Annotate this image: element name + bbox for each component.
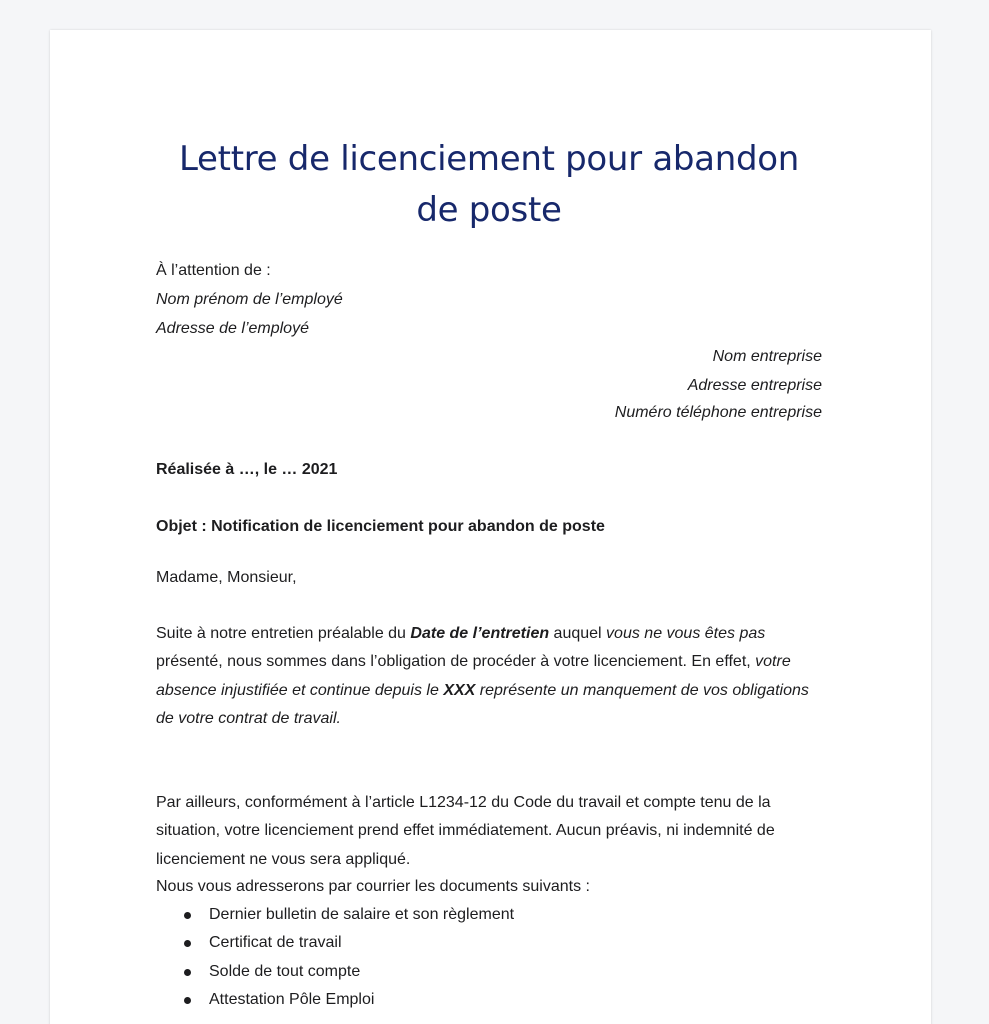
interview-date-placeholder: Date de l’entretien (410, 625, 550, 642)
paragraph1-italic: représente un manquement de vos obligations de votre contrat de travail. (156, 681, 809, 727)
paragraph-legal: Par ailleurs, conformément à l’article L1234-12 du Code du travail et compte tenu de la situation, votre licenciement prend effet immédiatement. Aucun préavis, ni indemnité de licenciement ne vous sera appliqué. (156, 794, 775, 868)
company-name: Nom entreprise (712, 348, 822, 365)
list-item-label: Solde de tout compte (209, 962, 361, 980)
document-page (50, 30, 931, 1024)
list-item-label: Attestation Pôle Emploi (209, 991, 375, 1009)
paragraph1-italic: votre absence injustifiée et continue depuis le (156, 653, 791, 699)
employee-name: Nom prénom de l’employé (156, 291, 343, 308)
list-item-label: Certificat de travail (209, 934, 342, 952)
bullet-icon (184, 997, 191, 1004)
absence-date-placeholder: XXX (443, 681, 476, 699)
company-phone: Numéro téléphone entreprise (614, 404, 822, 421)
paragraph1-text: auquel (549, 625, 607, 642)
paragraph-interview (156, 620, 822, 733)
bullet-icon (184, 940, 191, 947)
list-item (156, 986, 822, 1014)
paragraph1-italic: vous ne vous êtes pas (606, 625, 766, 642)
list-item (156, 958, 822, 986)
list-item (156, 901, 822, 929)
documents-intro: Nous vous adresserons par courrier les documents suivants : (156, 878, 590, 895)
list-item-label: Dernier bulletin de salaire et son règlement (209, 906, 515, 923)
employee-address: Adresse de l’employé (156, 320, 309, 337)
paragraph1-text: présenté, nous sommes dans l’obligation de procéder à votre licenciement. En effet, (156, 653, 756, 671)
bullet-icon (184, 912, 191, 919)
place-date: Réalisée à …, le … 2021 (156, 461, 338, 478)
company-address: Adresse entreprise (687, 377, 822, 394)
letter-subject: Objet : Notification de licenciement pour abandon de poste (156, 518, 605, 535)
paragraph1-text: Suite à notre entretien préalable du (156, 625, 411, 642)
document-title: Lettre de licenciement pour abandon de poste (179, 139, 799, 230)
salutation: Madame, Monsieur, (156, 569, 297, 586)
list-item (156, 929, 822, 957)
attention-label: À l’attention de : (156, 262, 271, 279)
documents-list (156, 901, 822, 1015)
bullet-icon (184, 969, 191, 976)
